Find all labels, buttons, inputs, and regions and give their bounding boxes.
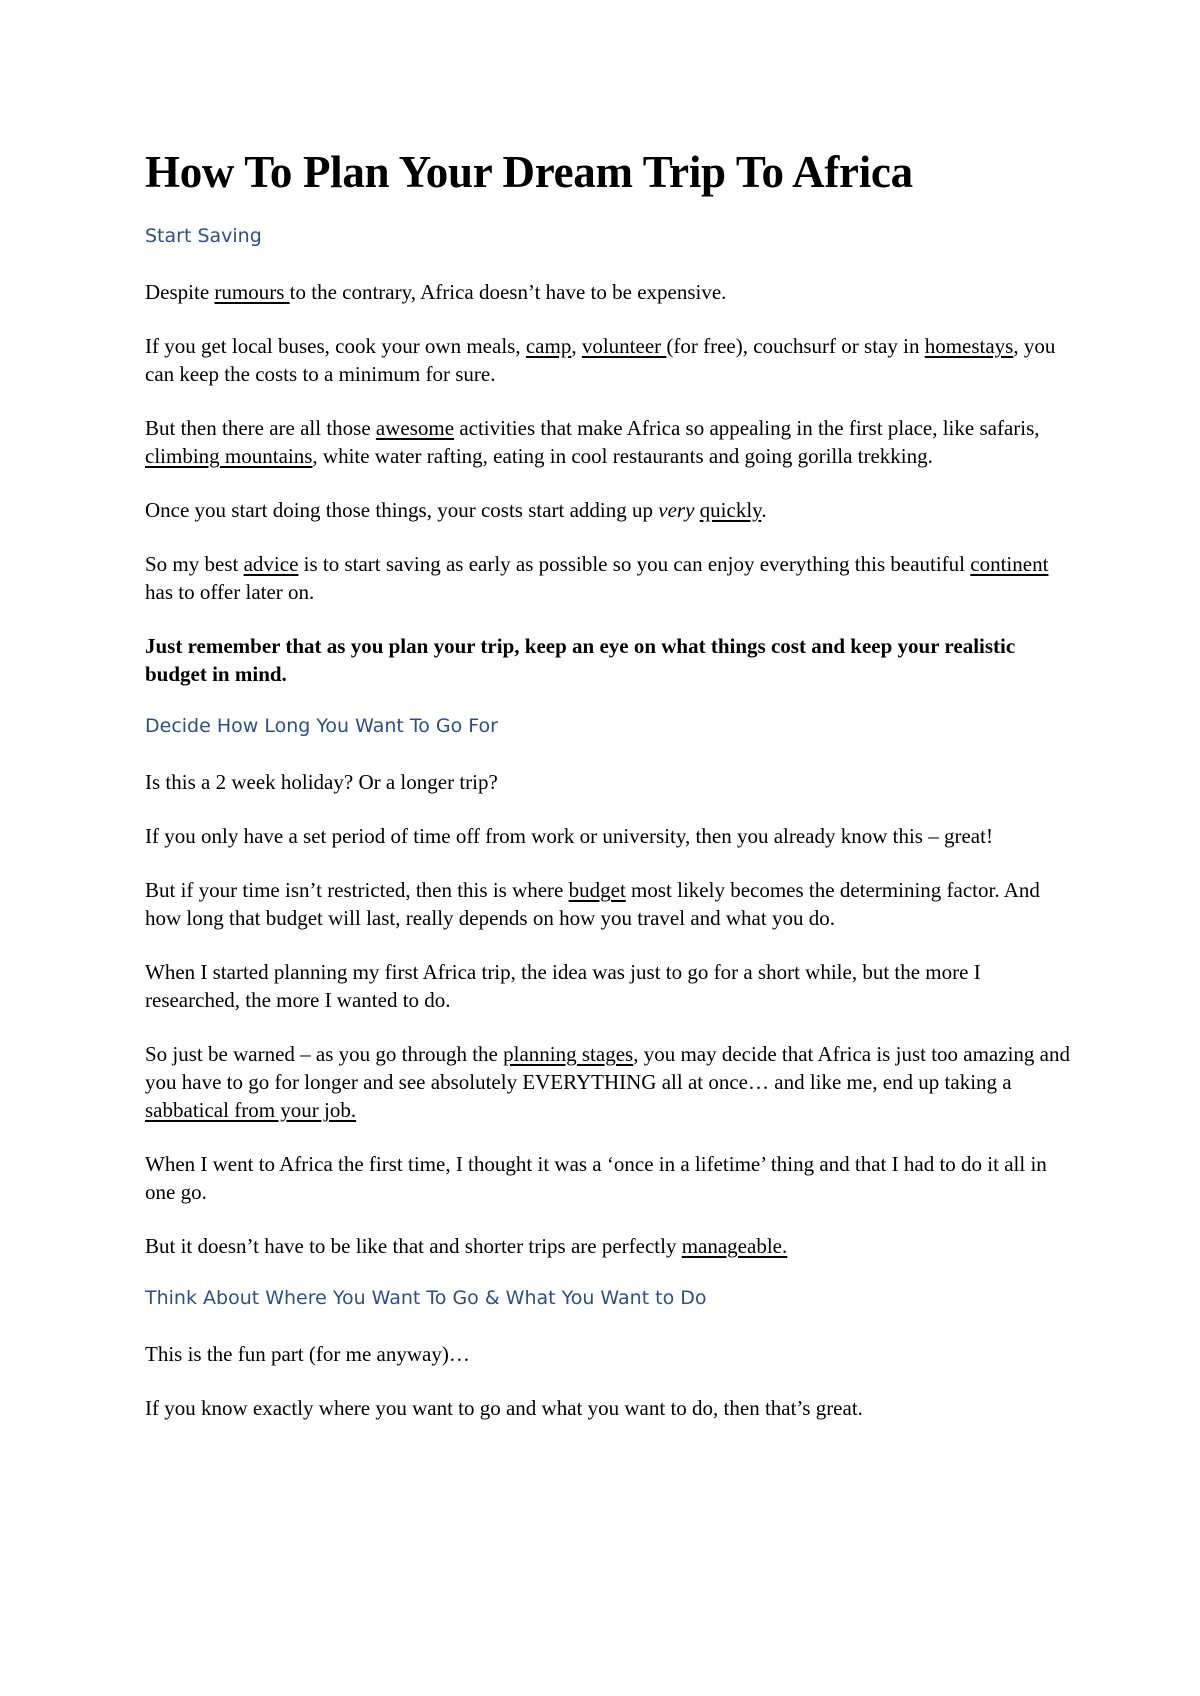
paragraph-1 xyxy=(145,278,1075,306)
paragraph-9 xyxy=(145,876,1075,932)
paragraph-12: When I went to Africa the first time, I thought it was a ‘once in a lifetime’ thing and that I had to do it all in one go. xyxy=(145,1152,1047,1204)
section-heading-how-long: Decide How Long You Want To Go For xyxy=(145,715,498,737)
link-climbing-mountains[interactable]: climbing mountains xyxy=(145,444,313,468)
link-rumours[interactable]: rumours xyxy=(214,280,290,304)
link-planning-stages[interactable]: planning stages xyxy=(503,1042,634,1066)
text: If you get local buses, cook your own meals, xyxy=(145,334,526,358)
link-manageable[interactable]: manageable. xyxy=(681,1234,788,1258)
paragraph-14: This is the fun part (for me anyway)… xyxy=(145,1342,470,1366)
page-title: How To Plan Your Dream Trip To Africa xyxy=(145,147,913,197)
text: But then there are all those xyxy=(145,416,376,440)
text: , you may decide that Africa is just too amazing and you have to go for longer and see absolutely EVERYTHING all at once… and like me, end up taking a xyxy=(145,1042,1070,1094)
text: most likely becomes the determining factor. And how long that budget will last, really depends on how you travel and what you do. xyxy=(145,878,1040,930)
text: to the contrary, Africa doesn’t have to be expensive. xyxy=(289,280,727,304)
text: , white water rafting, eating in cool restaurants and going gorilla trekking. xyxy=(312,444,933,468)
link-homestays[interactable]: homestays xyxy=(924,334,1014,358)
paragraph-13 xyxy=(145,1232,1075,1260)
text: is to start saving as early as possible so you can enjoy everything this beautiful xyxy=(298,552,971,576)
paragraph-7: Is this a 2 week holiday? Or a longer trip? xyxy=(145,770,498,794)
section-heading-start-saving: Start Saving xyxy=(145,225,262,247)
link-budget[interactable]: budget xyxy=(568,878,626,902)
text: , you can keep the costs to a minimum for sure. xyxy=(145,334,1056,386)
link-sabbatical[interactable]: sabbatical from your job. xyxy=(145,1098,357,1122)
paragraph-5 xyxy=(145,550,1075,606)
text: But if your time isn’t restricted, then this is where xyxy=(145,878,569,902)
paragraph-8: If you only have a set period of time off from work or university, then you already know this – great! xyxy=(145,824,993,848)
link-quickly[interactable]: quickly xyxy=(699,498,762,522)
text: Despite xyxy=(145,280,215,304)
text: Once you start doing those things, your costs start adding up xyxy=(145,498,659,522)
paragraph-4 xyxy=(145,496,1075,524)
emphasis: very xyxy=(658,498,695,522)
document-body xyxy=(145,146,1075,1448)
text: , xyxy=(571,334,582,358)
text: has to offer later on. xyxy=(145,580,315,604)
link-continent[interactable]: continent xyxy=(970,552,1049,576)
text: But it doesn’t have to be like that and shorter trips are perfectly xyxy=(145,1234,682,1258)
paragraph-2 xyxy=(145,332,1075,388)
text: So my best xyxy=(145,552,244,576)
link-awesome[interactable]: awesome xyxy=(375,416,455,440)
paragraph-3 xyxy=(145,414,1075,470)
text: activities that make Africa so appealing in the first place, like safaris, xyxy=(454,416,1040,440)
link-advice[interactable]: advice xyxy=(243,552,299,576)
text: (for free), couchsurf or stay in xyxy=(666,334,925,358)
section-heading-where-to-go: Think About Where You Want To Go & What You Want to Do xyxy=(145,1287,707,1309)
text: So just be warned – as you go through the xyxy=(145,1042,504,1066)
paragraph-11 xyxy=(145,1040,1075,1124)
link-camp[interactable]: camp xyxy=(525,334,572,358)
text: . xyxy=(761,498,767,522)
paragraph-15: If you know exactly where you want to go and what you want to do, then that’s great. xyxy=(145,1396,863,1420)
paragraph-10: When I started planning my first Africa trip, the idea was just to go for a short while, but the more I researched, the more I wanted to do. xyxy=(145,960,981,1012)
link-volunteer[interactable]: volunteer xyxy=(581,334,667,358)
paragraph-6-bold: Just remember that as you plan your trip, keep an eye on what things cost and keep your realistic budget in mind. xyxy=(145,634,1016,686)
